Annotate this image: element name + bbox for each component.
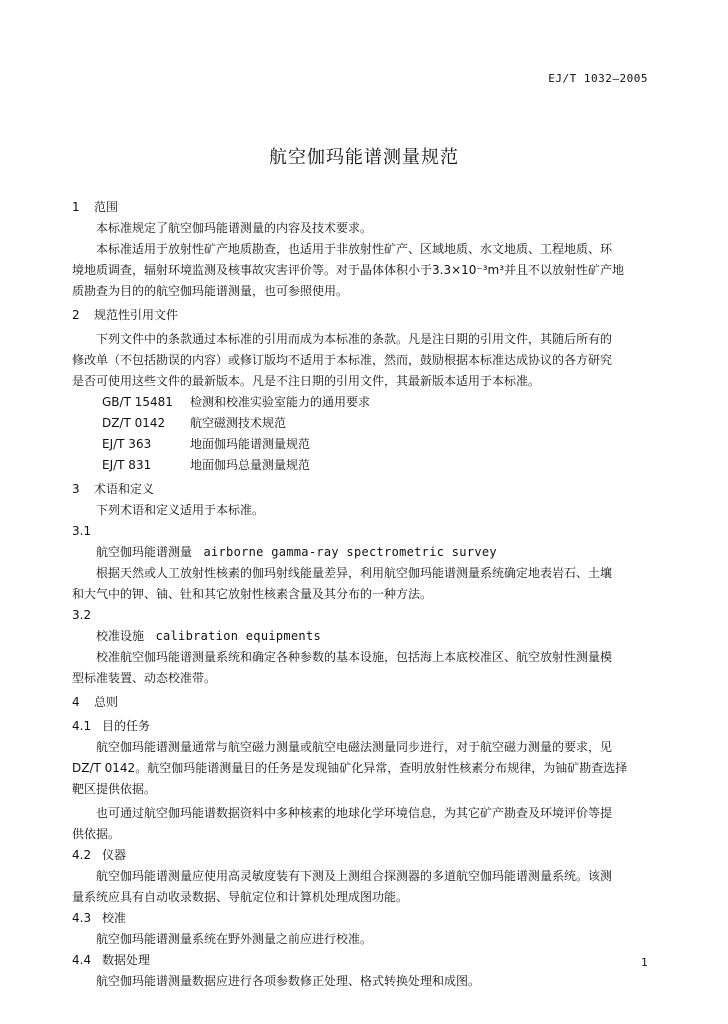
reference-code: EJ/T 831 xyxy=(102,458,152,472)
subsection-number: 4.2 xyxy=(72,848,92,862)
paragraph-line: 航空伽玛能谱测量应使用高灵敏度装有下测及上测组合探测器的多道航空伽玛能谱测量系统。该测 xyxy=(96,869,613,883)
section-title: 规范性引用文件 xyxy=(94,308,179,322)
paragraph-line: 修改单（不包括勘误的内容）或修订版均不适用于本标准，然而，鼓励根据本标准达成协议的各方研究 xyxy=(72,353,613,367)
term-number: 3.1 xyxy=(72,524,92,538)
paragraph-line: 航空伽玛能谱测量数据应进行各项参数修正处理、格式转换处理和成图。 xyxy=(96,974,481,988)
paragraph-line: 校准航空伽玛能谱测量系统和确定各种参数的基本设施，包括海上本底校准区、航空放射性测量模 xyxy=(96,650,613,664)
section-2-heading xyxy=(72,305,656,326)
document-body xyxy=(72,197,656,992)
paragraph-line: 也可通过航空伽玛能谱数据资料中多种核素的地球化学环境信息，为其它矿产勘查及环境评价等提 xyxy=(96,806,613,820)
paragraph-line: 本标准规定了航空伽玛能谱测量的内容及技术要求。 xyxy=(96,221,373,235)
term-en: calibration equipments xyxy=(155,629,322,643)
paragraph-line: 型标准装置、动态校准带。 xyxy=(72,671,217,685)
subsection-4-1-heading xyxy=(72,716,656,737)
standard-number: EJ/T 1032—2005 xyxy=(548,72,648,85)
paragraph-line: DZ/T 0142。航空伽玛能谱测量目的任务是发现铀矿化异常，查明放射性核素分布规律，为铀矿勘查选择 xyxy=(72,761,628,775)
reference-item xyxy=(72,413,656,434)
reference-code: DZ/T 0142 xyxy=(102,416,166,430)
term-zh: 校准设施 xyxy=(96,629,145,643)
section-3-heading xyxy=(72,479,656,500)
reference-item xyxy=(72,392,656,413)
section-number: 4 xyxy=(72,695,80,709)
paragraph-line: 是否可使用这些文件的最新版本。凡是不注日期的引用文件，其最新版本适用于本标准。 xyxy=(72,374,541,388)
paragraph-line: 供依据。 xyxy=(72,827,121,841)
document-title: 航空伽玛能谱测量规范 xyxy=(269,147,459,168)
term-entry xyxy=(72,542,656,563)
reference-item xyxy=(72,434,656,455)
paragraph-line: 量系统应具有自动收录数据、导航定位和计算机处理成图功能。 xyxy=(72,890,409,904)
paragraph-line: 质勘查为目的的航空伽玛能谱测量，也可参照使用。 xyxy=(72,284,349,298)
page-number: 1 xyxy=(641,956,648,969)
section-4-heading xyxy=(72,692,656,713)
section-title: 总则 xyxy=(94,695,119,709)
reference-item xyxy=(72,455,656,476)
term-number: 3.2 xyxy=(72,608,92,622)
section-title: 术语和定义 xyxy=(94,482,155,496)
section-number: 3 xyxy=(72,482,80,496)
paragraph-line: 下列术语和定义适用于本标准。 xyxy=(96,503,265,517)
reference-name: 地面伽玛能谱测量规范 xyxy=(190,437,311,451)
subsection-4-2-heading xyxy=(72,845,656,866)
subsection-title: 数据处理 xyxy=(102,953,151,967)
section-title: 范围 xyxy=(94,200,119,214)
subsection-number: 4.3 xyxy=(72,911,92,925)
reference-name: 地面伽玛总量测量规范 xyxy=(190,458,311,472)
term-entry xyxy=(72,626,656,647)
term-en: airborne gamma-ray spectrometric survey xyxy=(203,545,497,559)
section-number: 1 xyxy=(72,200,80,214)
term-zh: 航空伽玛能谱测量 xyxy=(96,545,193,559)
paragraph-line: 本标准适用于放射性矿产地质勘查，也适用于非放射性矿产、区域地质、水文地质、工程地质、环 xyxy=(96,242,613,256)
reference-code: GB/T 15481 xyxy=(102,395,173,409)
reference-name: 航空磁测技术规范 xyxy=(190,416,287,430)
subsection-number: 4.1 xyxy=(72,719,92,733)
subsection-4-3-heading xyxy=(72,908,656,929)
reference-name: 检测和校准实验室能力的通用要求 xyxy=(190,395,371,409)
paragraph-line: 和大气中的钾、铀、钍和其它放射性核素含量及其分布的一种方法。 xyxy=(72,587,433,601)
subsection-title: 目的任务 xyxy=(102,719,151,733)
section-number: 2 xyxy=(72,308,80,322)
subsection-4-4-heading xyxy=(72,950,656,971)
paragraph-line: 靶区提供依据。 xyxy=(72,782,157,796)
subsection-number: 4.4 xyxy=(72,953,92,967)
paragraph-line: 境地质调查，辐射环境监测及核事故灾害评价等。对于晶体体积小于3.3×10⁻³m³并且不以放射性矿产地 xyxy=(72,263,625,277)
paragraph-line: 航空伽玛能谱测量系统在野外测量之前应进行校准。 xyxy=(96,932,373,946)
paragraph-line: 根据天然或人工放射性核素的伽玛射线能量差异，利用航空伽玛能谱测量系统确定地表岩石、土壤 xyxy=(96,566,613,580)
subsection-title: 校准 xyxy=(102,911,127,925)
subsection-title: 仪器 xyxy=(102,848,127,862)
paragraph-line: 航空伽玛能谱测量通常与航空磁力测量或航空电磁法测量同步进行，对于航空磁力测量的要求，见 xyxy=(96,740,613,754)
paragraph-line: 下列文件中的条款通过本标准的引用而成为本标准的条款。凡是注日期的引用文件，其随后所有的 xyxy=(96,332,613,346)
section-1-heading xyxy=(72,197,656,218)
reference-code: EJ/T 363 xyxy=(102,437,152,451)
